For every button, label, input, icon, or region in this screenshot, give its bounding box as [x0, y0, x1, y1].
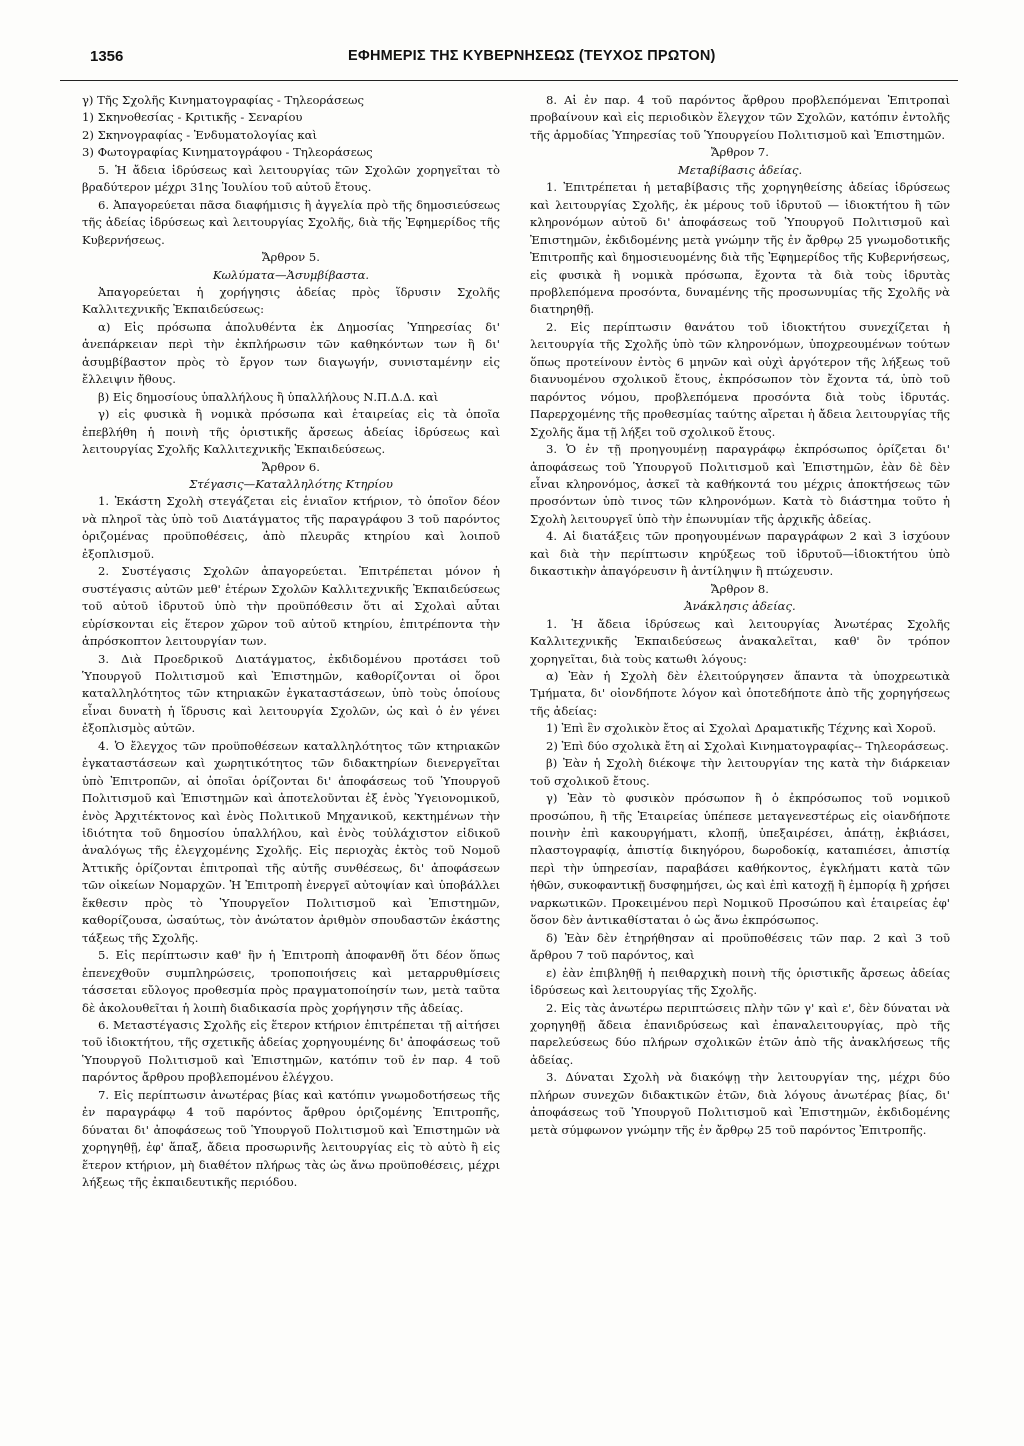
left-column [82, 92, 500, 1416]
paragraph: 8. Αἱ ἐν παρ. 4 τοῦ παρόντος ἄρθρου προβλεπόμεναι Ἐπιτροπαὶ προβαίνουν καὶ εἰς περιοδικὸν ἔλεγχον τῶν Σχολῶν, κατόπιν ἐντολῆς τῆς ἁρμοδίας Ὑπηρεσίας τοῦ Ὑπουργείου Πολιτισμοῦ καὶ Ἐπιστημῶν. [530, 93, 950, 142]
paragraph: 1. Ἡ ἄδεια ἱδρύσεως καὶ λειτουργίας Ἀνωτέρας Σχολῆς Καλλιτεχνικῆς Ἐκπαιδεύσεως ἀνακαλεῖται, καθ' ὃν τρόπον χορηγεῖται, διὰ τοὺς κατωθι λόγους: [530, 616, 950, 666]
paragraph: 6. Ἀπαγορεύεται πᾶσα διαφήμισις ἢ ἀγγελία πρὸ τῆς δημοσιεύσεως τῆς ἀδείας ἱδρύσεως καὶ λειτουργίας Σχολῆς, διὰ τῆς Ἐφημερίδος τῆς Κυβερνήσεως. [82, 197, 500, 247]
paragraph: 5. Εἰς περίπτωσιν καθ' ἣν ἡ Ἐπιτροπὴ ἀποφανθῆ ὅτι δέον ὅπως ἐπενεχθοῦν συμπληρώσεις, τροποποιήσεις καὶ μεταρρυθμίσεις τάσσεται εὔλογος προθεσμία πρὸς πραγματοποίησίν των, μετὰ ταῦτα δὲ ἀκολουθεῖται ἡ λοιπὴ διαδικασία πρὸς χορήγησιν τῆς ἀδείας. [82, 948, 500, 1015]
paragraph: 5. Ἡ ἄδεια ἱδρύσεως καὶ λειτουργίας τῶν Σχολῶν χορηγεῖται τὸ βραδύτερον μέχρι 31ης Ἰουλίου τοῦ αὐτοῦ ἔτους. [82, 162, 500, 195]
paragraph: 4. Αἱ διατάξεις τῶν προηγουμένων παραγράφων 2 καὶ 3 ἰσχύουν καὶ διὰ τὴν περίπτωσιν κηρύξεως τοῦ ἱδρυτοῦ—ἰδιοκτήτου ὑπὸ δικαστικὴν ἀπαγόρευσιν ἢ ἀντίληψιν ἢ πτώχευσιν. [530, 529, 950, 579]
paragraph: 2. Συστέγασις Σχολῶν ἀπαγορεύεται. Ἐπιτρέπεται μόνον ἡ συστέγασις αὐτῶν μεθ' ἑτέρων Σχολῶν Καλλιτεχνικῆς Ἐκπαιδεύσεως τοῦ αὐτοῦ ἱδρυτοῦ ὑπὸ τὴν προϋπόθεσιν ὅτι αἱ Σχολαὶ αὗται εὑρίσκονται εἰς ἕτερον χῶρον τοῦ αὐτοῦ κτηρίου, ἐπιτρέποντα τὴν ἀπρόσκοπτον λειτουργίαν των. [82, 564, 500, 649]
page-number: 1356 [90, 48, 124, 65]
article-subtitle: Μεταβίβασις ἀδείας. [677, 162, 803, 177]
list-item: 3) Φωτογραφίας Κινηματογράφου - Τηλεοράσεως [82, 145, 373, 160]
paragraph: ε) ἐὰν ἐπιβληθῇ ἡ πειθαρχικὴ ποινὴ τῆς ὁριστικῆς ἄρσεως ἀδείας ἱδρύσεως καὶ λειτουργίας τῆς Σχολῆς. [530, 965, 950, 998]
paragraph: 4. Ὁ ἔλεγχος τῶν προϋποθέσεων καταλληλότητος τῶν κτηριακῶν ἐγκαταστάσεων καὶ χωρητικότητος τῶν διδακτηρίων διενεργεῖται ὑπὸ Ἐπιτροπῶν, αἱ ὁποῖαι ὁρίζονται δι' ἀποφάσεως τοῦ Ὑπουργοῦ Πολιτισμοῦ καὶ Ἐπιστημῶν καὶ ἀποτελοῦνται ἐξ ἑνὸς Ὑγειονομικοῦ, ἑνὸς Ἀρχιτέκτονος καὶ ἑνὸς Πολιτικοῦ Μηχανικοῦ, κεκτημένων τὴν ἰδιότητα τοῦ δημοσίου ὑπαλλήλου, καὶ ἑνὸς τοὐλάχιστον εἰδικοῦ ἀναλόγως τῆς ἐλεγχομένης Σχολῆς. Εἰς περιοχὰς ἐκτὸς τοῦ Νομοῦ Ἀττικῆς ὁρίζονται ἐπιτροπαὶ τῆς αὐτῆς συνθέσεως, δι' ἀποφάσεων τῶν οἰκείων Νομαρχῶν. Ἡ Ἐπιτροπὴ ἐνεργεῖ αὐτοψίαν καὶ ὑποβάλλει ἔκθεσιν πρὸς τὸ Ὑπουργεῖον Πολιτισμοῦ καὶ Ἐπιστημῶν, καθορίζουσα, ὡσαύτως, τὸν ἀνώτατον ἀριθμὸν σπουδαστῶν ἑκάστης τάξεως τῆς Σχολῆς. [82, 738, 500, 945]
list-item: 1) Σκηνοθεσίας - Κριτικῆς - Σεναρίου [82, 110, 303, 125]
article-subtitle: Κωλύματα—Ἀσυμβίβαστα. [212, 267, 370, 282]
paragraph: γ) Ἐὰν τὸ φυσικὸν πρόσωπον ἢ ὁ ἐκπρόσωπος τοῦ νομικοῦ προσώπου, ἢ τῆς Ἑταιρείας ὑπέπεσε μεταγενεστέρως εἰς οἱανδήποτε ποινὴν ἐπὶ κακουργήματι, κλοπῇ, ὑπεξαιρέσει, ἀπάτῃ, ἐκβιάσει, πλαστογραφίᾳ, ἀπιστίᾳ δικηγόρου, δωροδοκίᾳ, καταπιέσει, ἀπιστίᾳ περὶ τὴν ὑπηρεσίαν, παραβάσει καθήκοντος, ἐγκλήματι κατὰ τῶν ἠθῶν, συκοφαντικῇ δυσφημήσει, ὡς καὶ ἐπὶ κατοχῇ ἢ ἐμπορίᾳ ἢ χρήσει ναρκωτικῶν. Προκειμένου περὶ Νομικοῦ Προσώπου καὶ ἑταιρείας ἐφ' ὅσον δὲν ἀντικαθίσταται ὁ ὡς ἄνω ἐκπρόσωπος. [530, 791, 950, 928]
article-subtitle: Στέγασις—Καταλληλότης Κτηρίου [189, 476, 393, 491]
gazette-title: ΕΦΗΜΕΡΙΣ ΤΗΣ ΚΥΒΕΡΝΗΣΕΩΣ (ΤΕΥΧΟΣ ΠΡΩΤΟΝ) [348, 48, 716, 64]
paragraph: δ) Ἐὰν δὲν ἐτηρήθησαν αἱ προϋποθέσεις τῶν παρ. 2 καὶ 3 τοῦ ἄρθρου 7 τοῦ παρόντος, καὶ [530, 930, 950, 963]
list-item: 2) Σκηνογραφίας - Ἐνδυματολογίας καὶ [82, 127, 318, 142]
paragraph: α) Εἰς πρόσωπα ἀπολυθέντα ἐκ Δημοσίας Ὑπηρεσίας δι' ἀνεπάρκειαν περὶ τὴν ἐκπλήρωσιν τῶν καθηκόντων των ἢ δι' ἀσυμβίβαστον πρὸς τὸ ἔργον των διαγωγήν, συνισταμένην εἰς ἔλλειψιν ἤθους. [82, 319, 500, 387]
article-heading: Ἄρθρον 6. [262, 459, 320, 474]
article-subtitle: Ἀνάκλησις ἀδείας. [684, 599, 796, 614]
school-cinema-heading: γ) Τῆς Σχολῆς Κινηματογραφίας - Τηλεοράσεως [82, 93, 365, 107]
paragraph: 1. Ἑκάστη Σχολὴ στεγάζεται εἰς ἑνιαῖον κτήριον, τὸ ὁποῖον δέον νὰ πληροῖ τὰς ὑπὸ τοῦ Διατάγματος τῆς παραγράφου 3 τοῦ παρόντος ὁριζομένας προϋποθέσεις, ἀπὸ πλευρᾶς κτηρίου καὶ λοιποῦ ἐξοπλισμοῦ. [82, 494, 500, 561]
paragraph: 3. Διὰ Προεδρικοῦ Διατάγματος, ἐκδιδομένου προτάσει τοῦ Ὑπουργοῦ Πολιτισμοῦ καὶ Ἐπιστημῶν, καθορίζονται οἱ ὅροι καταλληλότητος τῶν κτηριακῶν ἐγκαταστάσεων, ὑπὸ τοὺς ὁποίους εἶναι δυνατὴ ἡ ἵδρυσις καὶ λειτουργία Σχολῶν, ὡς καὶ ὁ ἐν γένει ἐξοπλισμὸς αὐτῶν. [82, 651, 500, 736]
paragraph: Ἀπαγορεύεται ἡ χορήγησις ἀδείας πρὸς ἵδρυσιν Σχολῆς Καλλιτεχνικῆς Ἐκπαιδεύσεως: [82, 284, 500, 317]
right-column [530, 92, 950, 1416]
page-header [60, 48, 958, 81]
paragraph: 6. Μεταστέγασις Σχολῆς εἰς ἕτερον κτήριον ἐπιτρέπεται τῇ αἰτήσει τοῦ ἰδιοκτήτου, τῆς σχετικῆς ἀδείας χορηγουμένης δι' ἀποφάσεως τοῦ Ὑπουργοῦ Πολιτισμοῦ καὶ Ἐπιστημῶν, κατόπιν τοῦ ἐν παρ. 4 τοῦ παρόντος ἄρθρου προβλεπομένου ἐλέγχου. [82, 1018, 500, 1085]
article-heading: Ἄρθρον 5. [262, 250, 320, 265]
paragraph: 1. Ἐπιτρέπεται ἡ μεταβίβασις τῆς χορηγηθείσης ἀδείας ἱδρύσεως καὶ λειτουργίας Σχολῆς, ἐκ μέρους τοῦ ἱδρυτοῦ — ἰδιοκτήτου ἢ τῶν κληρονόμων αὐτοῦ δι' ἀποφάσεως τοῦ Ὑπουργοῦ Πολιτισμοῦ καὶ Ἐπιστημῶν, ἐκδιδομένης μετὰ γνώμην τῆς ἐν ἄρθρῳ 25 γνωμοδοτικῆς Ἐπιτροπῆς καὶ δημοσιευομένης διὰ τῆς Ἐφημερίδος τῆς Κυβερνήσεως, εἰς φυσικὰ ἢ νομικὰ πρόσωπα, ἔχοντα τὰ διὰ τοὺς ἱδρυτὰς προβλεπόμενα προσόντα, δυναμένης τῆς προσωνυμίας τῆς Σχολῆς νὰ διατηρηθῇ. [530, 180, 950, 317]
paragraph: 7. Εἰς περίπτωσιν ἀνωτέρας βίας καὶ κατόπιν γνωμοδοτήσεως τῆς ἐν παραγράφῳ 4 τοῦ παρόντος ἄρθρου ὁριζομένης Ἐπιτροπῆς, δύναται δι' ἀποφάσεως τοῦ Ὑπουργοῦ Πολιτισμοῦ καὶ Ἐπιστημῶν νὰ χορηγηθῇ, ἐφ' ἅπαξ, ἄδεια προσωρινῆς λειτουργίας εἰς τὸ αὐτὸ ἢ εἰς ἕτερον κτήριον, μὴ διαθέτον πλήρως τὰς ὡς ἄνω προϋποθέσεις, μέχρι λήξεως τῆς ἐκπαιδευτικῆς περιόδου. [82, 1087, 500, 1190]
paragraph: γ) εἰς φυσικὰ ἢ νομικὰ πρόσωπα καὶ ἑταιρείας εἰς τὰ ὁποῖα ἐπεβλήθη ἡ ποινὴ τῆς ὁριστικῆς ἄρσεως ἀδείας ἱδρύσεως καὶ λειτουργίας Σχολῆς Καλλιτεχνικῆς Ἐκπαιδεύσεως. [82, 407, 500, 457]
paragraph: 2. Εἰς περίπτωσιν θανάτου τοῦ ἰδιοκτήτου συνεχίζεται ἡ λειτουργία τῆς Σχολῆς ὑπὸ τῶν κληρονόμων, ὑποχρεουμένων τούτων ὅπως προτείνουν ἐντὸς 6 μηνῶν καὶ οὐχὶ ἀργότερον τῆς λήξεως τοῦ διανυομένου σχολικοῦ ἔτους, ἐκπρόσωπον τὸν ἔχοντα τά, ὑπὸ τοῦ παρόντος νόμου, προβλεπόμενα προσόντα διὰ τοὺς ἱδρυτάς. Παρερχομένης τῆς προθεσμίας ταύτης αἴρεται ἡ ἄδεια λειτουργίας τῆς Σχολῆς ἅμα τῇ λήξει τοῦ σχολικοῦ ἔτους. [530, 319, 950, 439]
paragraph: 2) Ἐπὶ δύο σχολικὰ ἔτη αἱ Σχολαὶ Κινηματογραφίας-- Τηλεοράσεως. [546, 738, 949, 753]
paragraph: β) Εἰς δημοσίους ὑπαλλήλους ἢ ὑπαλλήλους Ν.Π.Δ.Δ. καὶ [98, 389, 439, 404]
paragraph: β) Ἐὰν ἡ Σχολὴ διέκοψε τὴν λειτουργίαν της κατὰ τὴν διάρκειαν τοῦ σχολικοῦ ἔτους. [530, 756, 950, 788]
paragraph: 3. Ὁ ἐν τῇ προηγουμένῃ παραγράφῳ ἐκπρόσωπος ὁρίζεται δι' ἀποφάσεως τοῦ Ὑπουργοῦ Πολιτισμοῦ καὶ Ἐπιστημῶν, ἐὰν δὲ δὲν εἶναι κληρονόμος, ἀσκεῖ τὰ καθήκοντά του μέχρις ἀποκτήσεως τῶν προσόντων ὑπὸ τινος τῶν κληρονόμων. Κατὰ τὸ διάστημα τοῦτο ἡ Σχολὴ λειτουργεῖ ὑπὸ τὴν ἐπωνυμίαν τῆς ἀρχικῆς ἀδείας. [530, 442, 950, 526]
paragraph: 1) Ἐπὶ ἓν σχολικὸν ἔτος αἱ Σχολαὶ Δραματικῆς Τέχνης καὶ Χοροῦ. [546, 721, 937, 736]
article-heading: Ἄρθρον 8. [711, 581, 769, 596]
paragraph: 3. Δύναται Σχολὴ νὰ διακόψῃ τὴν λειτουργίαν της, μέχρι δύο πλήρων συνεχῶν διδακτικῶν ἐτῶν, διὰ λόγους ἀνωτέρας βίας, δι' ἀποφάσεως τοῦ Ὑπουργοῦ Πολιτισμοῦ καὶ Ἐπιστημῶν, ἐκδιδομένης μετὰ σύμφωνον γνώμην τῆς ἐν ἄρθρῳ 25 τοῦ παρόντος Ἐπιτροπῆς. [530, 1070, 950, 1137]
paragraph: α) Ἐὰν ἡ Σχολὴ δὲν ἐλειτούργησεν ἅπαντα τὰ ὑποχρεωτικὰ Τμήματα, δι' οἱονδήποτε λόγον καὶ ὁποτεδήποτε ἀπὸ τῆς χορηγήσεως τῆς ἀδείας: [530, 668, 950, 718]
paragraph: 2. Εἰς τὰς ἀνωτέρω περιπτώσεις πλὴν τῶν γ' καὶ ε', δὲν δύναται νὰ χορηγηθῇ ἄδεια ἐπανιδρύσεως καὶ ἐπαναλειτουργίας, πρὸ τῆς παρελεύσεως δύο πλήρων σχολικῶν ἐτῶν ἀπὸ τῆς ἀνακλήσεως τῆς ἀδείας. [530, 1000, 950, 1067]
article-heading: Ἄρθρον 7. [711, 145, 769, 160]
